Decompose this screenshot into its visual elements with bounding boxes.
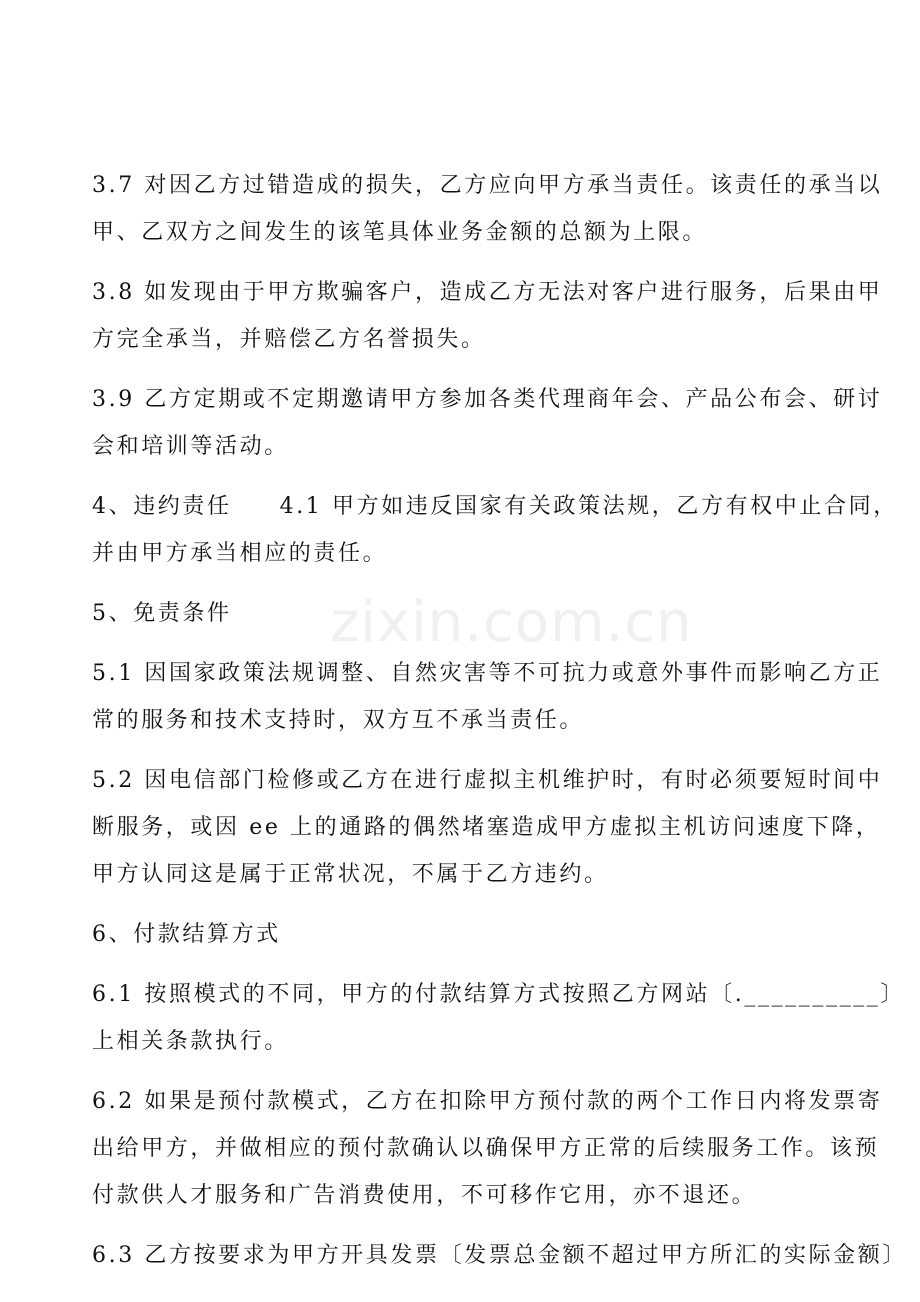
section-heading: 4、违约责任 — [92, 494, 232, 519]
text-line: 常的服务和技术支持时，双方互不承当责任。 — [92, 708, 585, 733]
text-line: 3.8 如发现由于甲方欺骗客户，造成乙方无法对客户进行服务，后果由甲 — [92, 280, 883, 305]
text-line: 出给甲方，并做相应的预付款确认以确保甲方正常的后续服务工作。该预 — [92, 1136, 880, 1161]
clause-3-7 — [92, 162, 883, 256]
text-line — [92, 483, 898, 530]
clause-5-1 — [92, 650, 883, 744]
text-line: 付款供人才服务和广告消费使用，不可移作它用，亦不退还。 — [92, 1183, 757, 1208]
clause-5-2 — [92, 757, 883, 898]
text-line: 3.7 对因乙方过错造成的损失，乙方应向甲方承当责任。该责任的承当以 — [92, 173, 883, 198]
section-heading: 6、付款结算方式 — [92, 922, 281, 947]
text-line: 方完全承当，并赔偿乙方名誉损失。 — [92, 327, 486, 352]
text-line: 上相关条款执行。 — [92, 1029, 289, 1054]
text-line: 并由甲方承当相应的责任。 — [92, 541, 388, 566]
text-line: 甲方认同这是属于正常状况，不属于乙方违约。 — [92, 862, 609, 887]
clause-6-2 — [92, 1078, 883, 1219]
text-line: 甲、乙双方之间发生的该笔具体业务金额的总额为上限。 — [92, 220, 708, 245]
clause-6-1 — [92, 971, 905, 1065]
document-body — [92, 162, 907, 1292]
text-line: 6.3 乙方按要求为甲方开具发票〔发票总金额不超过甲方所汇的实际金额〕 — [92, 1243, 907, 1268]
text-line: 3.9 乙方定期或不定期邀请甲方参加各类代理商年会、产品公布会、研讨 — [92, 387, 883, 412]
section-4-breach-liability — [92, 483, 898, 577]
clause-4-1: 4.1 甲方如违反国家有关政策法规，乙方有权中止合同， — [279, 494, 898, 519]
text-line: 6.2 如果是预付款模式，乙方在扣除甲方预付款的两个工作日内将发票寄 — [92, 1089, 883, 1114]
clause-3-8 — [92, 269, 883, 363]
text-line: 断服务，或因 ee 上的通路的偶然堵塞造成甲方虚拟主机访问速度下降， — [92, 815, 881, 840]
clause-6-3 — [92, 1232, 907, 1279]
text-line: 5.2 因电信部门检修或乙方在进行虚拟主机维护时，有时必须要短时间中 — [92, 768, 883, 793]
section-6-heading — [92, 911, 832, 958]
text-line: 5.1 因国家政策法规调整、自然灾害等不可抗力或意外事件而影响乙方正 — [92, 661, 883, 686]
section-heading: 5、免责条件 — [92, 601, 232, 626]
text-line: 6.1 按照模式的不同，甲方的付款结算方式按照乙方网站〔.__________〕 — [92, 982, 905, 1007]
watermark: zixin.com.cn — [330, 590, 693, 655]
section-5-heading — [92, 590, 832, 637]
text-line: 会和培训等活动。 — [92, 434, 289, 459]
clause-3-9 — [92, 376, 883, 470]
